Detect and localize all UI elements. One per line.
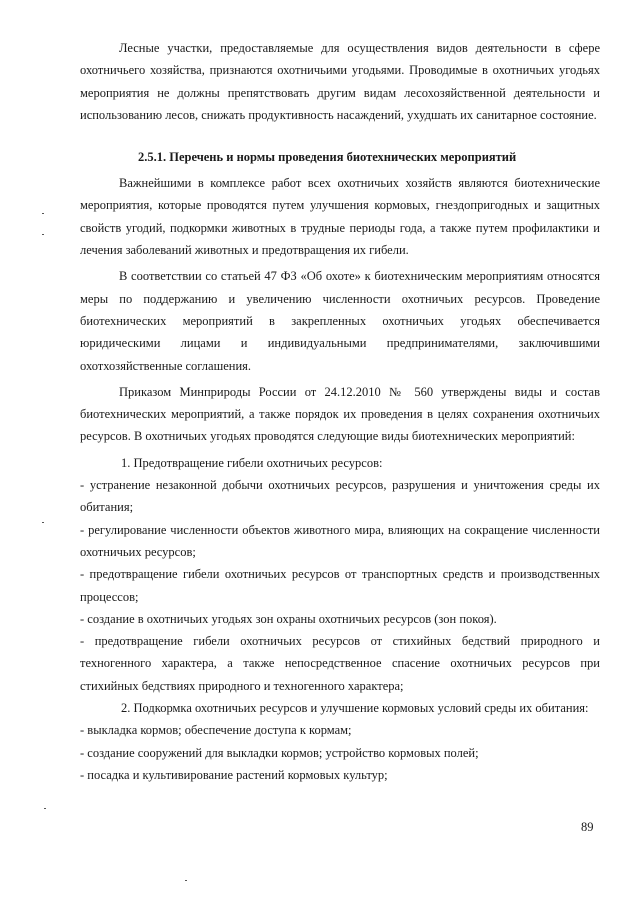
list-item: - создание сооружений для выкладки кормов; устройство кормовых полей; <box>80 745 479 760</box>
list-item: - предотвращение гибели охотничьих ресурсов от стихийных бедствий природного и техногенного характера, а также непосредственное спасение охотничьих ресурсов при стихийных бедствиях природного и техногенного характера; <box>80 634 600 693</box>
scan-speck <box>44 808 46 809</box>
paragraph-biotech-importance: Важнейшими в комплексе работ всех охотничьих хозяйств являются биотехнические мероприятия, которые проводятся путем улучшения кормовых, гнездопригодных и защитных свойств угодий, подкормки животных в трудные периоды года, а также путем профилактики и лечения заболеваний животных и предотвращения их гибели. <box>80 176 600 258</box>
section-heading: 2.5.1. Перечень и нормы проведения биотехнических мероприятий <box>138 150 517 165</box>
paragraph-order-560: Приказом Минприроды России от 24.12.2010 № 560 утверждены виды и состав биотехнических мероприятий, а также порядок их проведения в целях сохранения охотничьих ресурсов. В охотничьих угодьях проводятся следующие виды биотехнических мероприятий: <box>80 384 600 444</box>
page-number: 89 <box>581 820 594 834</box>
intro-paragraph: Лесные участки, предоставляемые для осуществления видов деятельности в сфере охотничьего хозяйства, признаются охотничьими угодьями. Проводимые в охотничьих угодьях мероприятия не должны препятствовать другим видам лесохозяйственной деятельности и использованию лесов, снижать продуктивность насаждений, ухудшать их санитарное состояние. <box>80 41 600 122</box>
scan-speck <box>42 234 44 235</box>
page-text <box>80 37 600 786</box>
list-item: - посадка и культивирование растений кормовых культур; <box>80 767 388 782</box>
paragraph-law-article-47: В соответствии со статьей 47 ФЗ «Об охоте» к биотехническим мероприятиям относятся меры по поддержанию и увеличению численности охотничьих ресурсов. Проведение биотехнических мероприятий в закрепленных охотничьих угодьях обеспечивается юридическими лицами и индивидуальными предпринимателями, заключившими охотхозяйственные соглашения. <box>80 269 600 373</box>
list-item: - выкладка кормов; обеспечение доступа к кормам; <box>80 723 352 738</box>
scan-speck <box>185 880 187 881</box>
list-item: - создание в охотничьих угодьях зон охраны охотничьих ресурсов (зон покоя). <box>80 611 497 626</box>
list-item: - предотвращение гибели охотничьих ресурсов от транспортных средств и производственных процессов; <box>80 567 600 604</box>
list-item: - регулирование численности объектов животного мира, влияющих на сокращение численности охотничьих ресурсов; <box>80 522 600 559</box>
list-heading-1: 1. Предотвращение гибели охотничьих ресурсов: <box>121 455 383 470</box>
list-item: - устранение незаконной добычи охотничьих ресурсов, разрушения и уничтожения среды их обитания; <box>80 478 600 515</box>
scan-speck <box>42 213 44 214</box>
scan-speck <box>42 522 44 523</box>
list-heading-2: 2. Подкормка охотничьих ресурсов и улучшение кормовых условий среды их обитания: <box>121 701 589 716</box>
